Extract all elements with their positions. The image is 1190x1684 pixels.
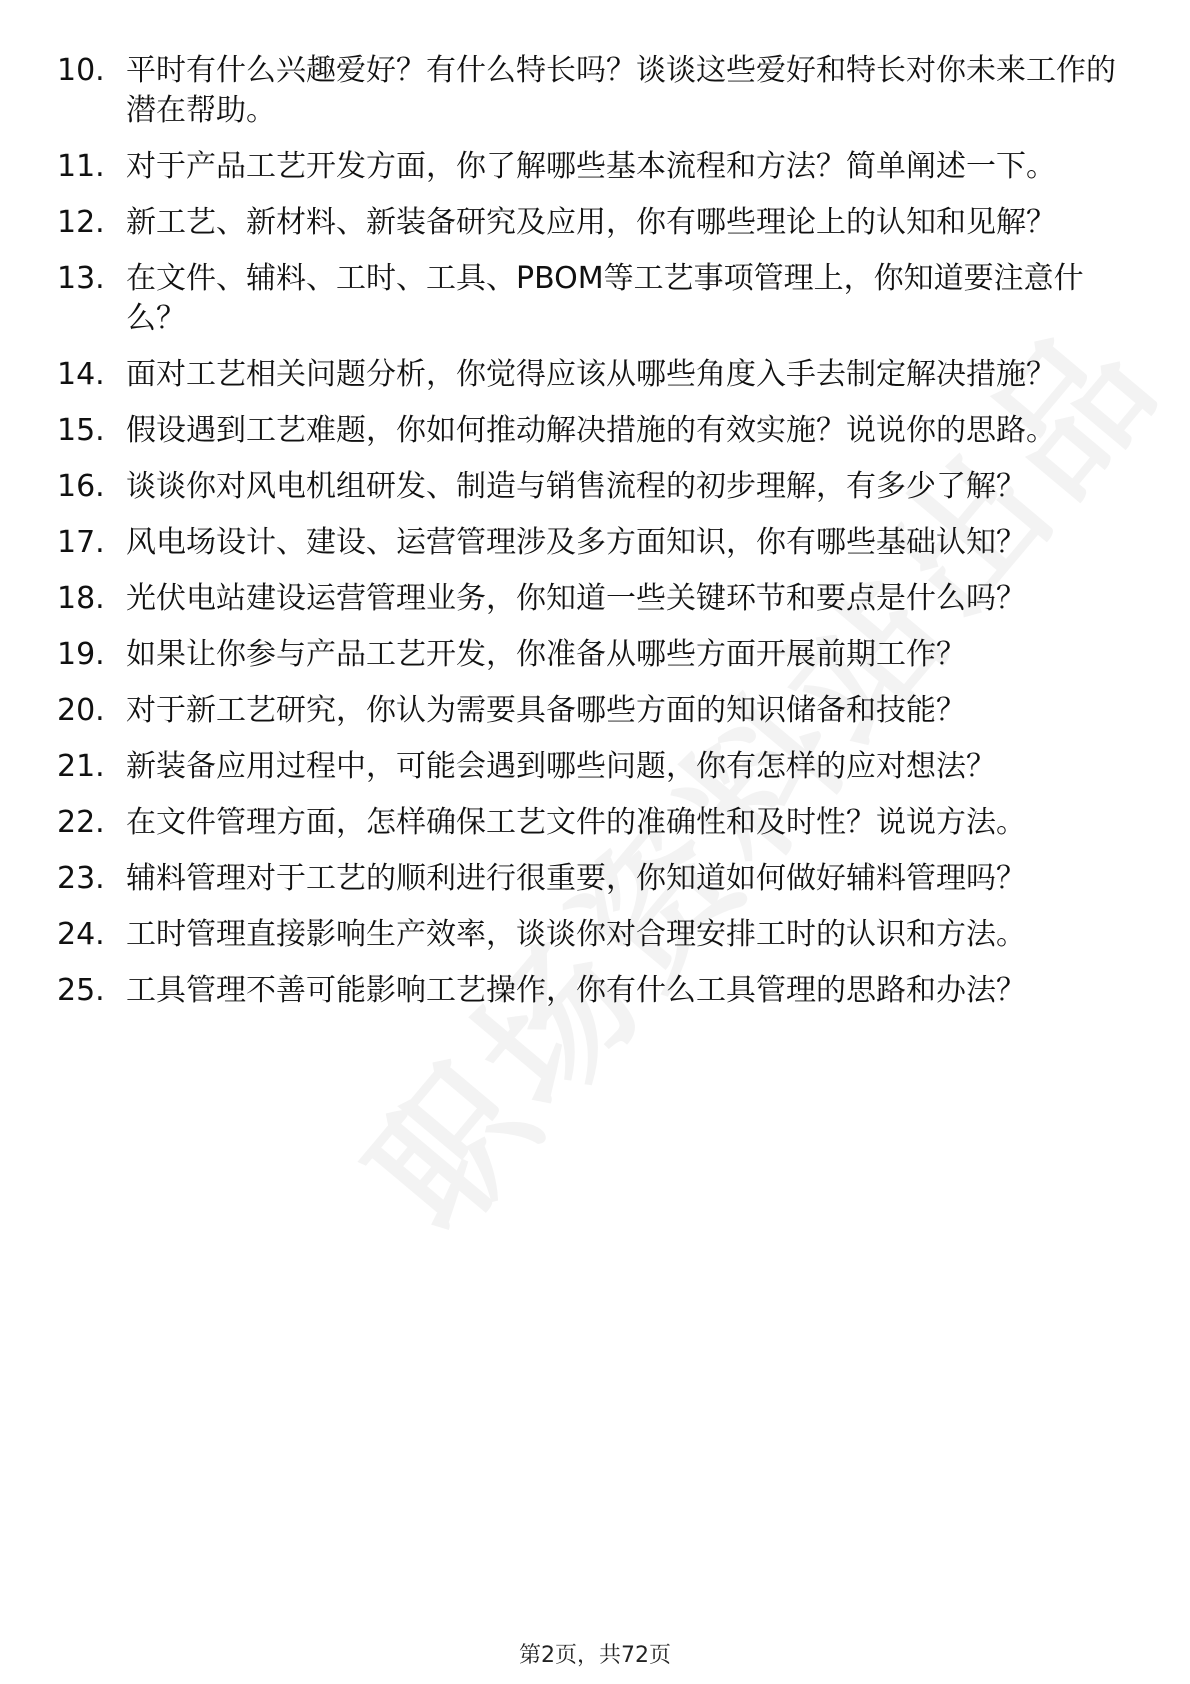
question-text: 对于产品工艺开发方面，你了解哪些基本流程和方法？简单阐述一下。	[126, 149, 1056, 184]
question-item-16	[57, 467, 1117, 507]
question-item-25	[57, 971, 1117, 1011]
question-number: 10.	[57, 53, 105, 88]
question-item-21	[57, 747, 1117, 787]
question-text: 如果让你参与产品工艺开发，你准备从哪些方面开展前期工作？	[126, 637, 966, 672]
question-number: 19.	[57, 637, 105, 672]
question-list	[57, 51, 1117, 1027]
question-text: 面对工艺相关问题分析，你觉得应该从哪些角度入手去制定解决措施？	[126, 357, 1056, 392]
question-number: 23.	[57, 861, 105, 896]
question-item-14	[57, 355, 1117, 395]
question-number: 14.	[57, 357, 105, 392]
question-item-22	[57, 803, 1117, 843]
question-text: 平时有什么兴趣爱好？有什么特长吗？谈谈这些爱好和特长对你未来工作的潜在帮助。	[126, 53, 1116, 128]
question-item-19	[57, 635, 1117, 675]
question-item-12	[57, 203, 1117, 243]
question-number: 18.	[57, 581, 105, 616]
question-text: 新工艺、新材料、新装备研究及应用，你有哪些理论上的认知和见解？	[126, 205, 1056, 240]
question-text: 工时管理直接影响生产效率，谈谈你对合理安排工时的认识和方法。	[126, 917, 1026, 952]
question-item-23	[57, 859, 1117, 899]
question-item-15	[57, 411, 1117, 451]
question-text: 风电场设计、建设、运营管理涉及多方面知识，你有哪些基础认知？	[126, 525, 1026, 560]
question-text: 对于新工艺研究，你认为需要具备哪些方面的知识储备和技能？	[126, 693, 966, 728]
question-number: 16.	[57, 469, 105, 504]
question-number: 12.	[57, 205, 105, 240]
question-text: 工具管理不善可能影响工艺操作，你有什么工具管理的思路和办法？	[126, 973, 1026, 1008]
question-text: 谈谈你对风电机组研发、制造与销售流程的初步理解，有多少了解？	[126, 469, 1026, 504]
question-number: 17.	[57, 525, 105, 560]
question-number: 15.	[57, 413, 105, 448]
question-item-11	[57, 147, 1117, 187]
question-text: 假设遇到工艺难题，你如何推动解决措施的有效实施？说说你的思路。	[126, 413, 1056, 448]
question-number: 22.	[57, 805, 105, 840]
question-text: 新装备应用过程中，可能会遇到哪些问题，你有怎样的应对想法？	[126, 749, 996, 784]
question-item-20	[57, 691, 1117, 731]
question-item-24	[57, 915, 1117, 955]
question-text: 光伏电站建设运营管理业务，你知道一些关键环节和要点是什么吗？	[126, 581, 1026, 616]
question-item-18	[57, 579, 1117, 619]
question-text: 辅料管理对于工艺的顺利进行很重要，你知道如何做好辅料管理吗？	[126, 861, 1026, 896]
page-footer: 第2页，共72页	[519, 1643, 671, 1668]
question-item-13	[57, 259, 1117, 339]
question-number: 21.	[57, 749, 105, 784]
question-text: 在文件、辅料、工时、工具、PBOM等工艺事项管理上，你知道要注意什么？	[126, 261, 1084, 336]
question-item-10	[57, 51, 1117, 131]
question-text: 在文件管理方面，怎样确保工艺文件的准确性和及时性？说说方法。	[126, 805, 1026, 840]
question-number: 24.	[57, 917, 105, 952]
question-number: 25.	[57, 973, 105, 1008]
question-number: 20.	[57, 693, 105, 728]
question-item-17	[57, 523, 1117, 563]
question-number: 13.	[57, 261, 105, 296]
question-number: 11.	[57, 149, 105, 184]
